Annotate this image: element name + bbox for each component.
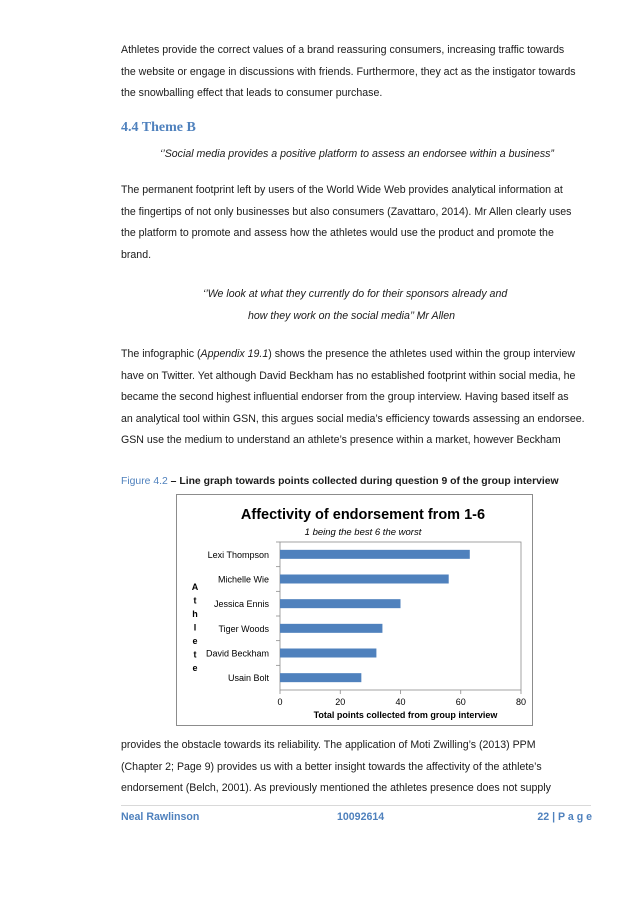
figure-label: Figure 4.2 — [121, 476, 168, 487]
text-line: an analytical tool within GSN, this argues social media’s efficiency towards assessing an endorsee. — [121, 412, 585, 425]
allen-quote-line2: how they work on the social media’’ Mr Allen — [248, 310, 456, 322]
text-line: The infographic (Appendix 19.1) shows the presence the athletes used within the group interview — [121, 348, 576, 360]
bar — [280, 550, 470, 559]
chart-subtitle: 1 being the best 6 the worst — [304, 527, 422, 538]
text-line: Athletes provide the correct values of a brand reassuring consumers, increasing traffic towards — [121, 44, 565, 56]
infographic-paragraph — [121, 344, 590, 452]
text-line: GSN use the medium to understand an athlete’s presence within a market, however Beckham — [121, 434, 561, 446]
intro-paragraph — [121, 40, 590, 105]
text-line: the snowballing effect that leads to consumer purchase. — [121, 87, 383, 99]
text-line: (Chapter 2; Page 9) provides us with a better insight towards the affectivity of the athlete’s — [121, 760, 542, 773]
theme-quote: ‘’Social media provides a positive platform to assess an endorsee within a business” — [160, 148, 554, 160]
y-axis-label-letter: l — [193, 622, 197, 633]
text-line: the platform to promote and assess how the athletes would use the product and promote the — [121, 227, 554, 239]
bar — [280, 624, 382, 633]
y-axis-label-letter: t — [193, 595, 197, 606]
x-tick-label: 60 — [455, 697, 466, 707]
y-axis-label-letter: e — [192, 663, 198, 673]
text-line: have on Twitter. Yet although David Beckham has no established footprint within social media, he — [121, 369, 576, 382]
category-label: Usain Bolt — [227, 673, 269, 684]
footer-author: Neal Rawlinson — [121, 811, 200, 823]
x-tick-label: 20 — [335, 697, 346, 707]
chart-title: Affectivity of endorsement from 1-6 — [240, 507, 486, 523]
x-tick-label: 40 — [395, 697, 406, 707]
x-tick-label: 0 — [277, 697, 283, 707]
y-axis-label-letter: t — [193, 649, 197, 660]
bar — [280, 575, 449, 584]
footer-page-number: 22 | P a g e — [537, 811, 592, 823]
x-tick-label: 80 — [515, 697, 527, 707]
bar — [280, 599, 401, 608]
figure-caption — [121, 476, 559, 487]
figure-caption-text: – Line graph towards points collected during question 9 of the group interview — [167, 476, 559, 487]
allen-quote-line1: ‘’We look at what they currently do for their sponsors already and — [203, 288, 508, 300]
y-axis-label-letter: A — [191, 582, 199, 592]
footer-student-id: 10092614 — [337, 811, 385, 823]
x-axis-label: Total points collected from group interview — [313, 710, 498, 720]
plot-area-frame — [280, 542, 521, 690]
category-label: Michelle Wie — [217, 574, 269, 585]
text-line: endorsement (Belch, 2001). As previously mentioned the athletes presence does not supply — [121, 782, 551, 794]
category-label: Jessica Ennis — [213, 599, 269, 610]
text-line: provides the obstacle towards its reliability. The application of Moti Zwilling’s (2013) PPM — [121, 739, 536, 751]
category-label: David Beckham — [205, 648, 269, 659]
y-axis-label-letter: h — [192, 609, 198, 619]
text-line: the fingertips of not only businesses but also consumers (Zavattaro, 2014). Mr Allen clearly uses — [121, 205, 572, 218]
category-label: Tiger Woods — [218, 623, 269, 634]
text-line: became the second highest influential endorser from the group interview. Having based itself as — [121, 391, 569, 403]
text-line: brand. — [121, 248, 152, 261]
section-heading: 4.4 Theme B — [121, 120, 196, 135]
footer-divider — [121, 805, 591, 806]
chart-svg — [177, 495, 532, 725]
closing-paragraph — [121, 735, 590, 800]
footprint-paragraph — [121, 180, 590, 266]
bar-chart — [176, 494, 533, 726]
text-line: The permanent footprint left by users of the World Wide Web provides analytical information at — [121, 184, 563, 196]
y-axis-label-letter: e — [192, 636, 198, 646]
text-line: the website or engage in discussions with friends. Furthermore, they act as the instigator towards — [121, 65, 576, 78]
category-label: Lexi Thompson — [207, 549, 269, 560]
bar — [280, 649, 376, 658]
bar — [280, 673, 361, 682]
